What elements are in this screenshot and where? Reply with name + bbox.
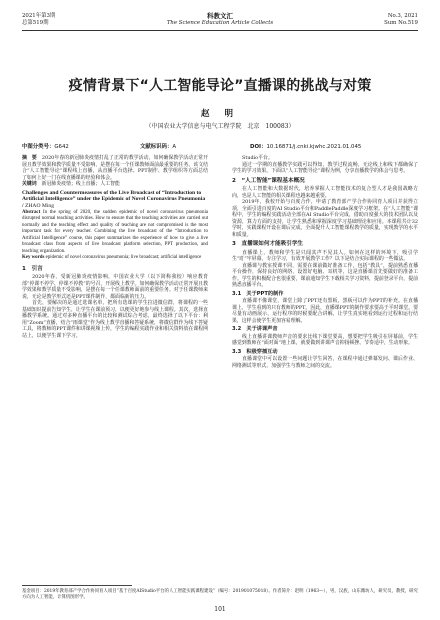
clc-number <box>22 142 69 150</box>
header-rule <box>22 30 418 31</box>
left-column <box>22 155 208 339</box>
body-paragraph: 首先，要解决的是通过选课名单，把所有选课的学生拉进微信群，将课程的一些基础知识提前告知学生，让学生在课前预习，以便更好地参与线上课程。其次，选择直播教学系统。通过对多种直播平台的比较和测试综合考虑，最终选择了以下平台：利用“Zoom”直播，结合“雨课堂”作为线上教学直播和答疑系统，将微信群作为线下答疑工具，将教师的PPT课件和讲课视频上传，学生的编程实践作业和相关资料放在课程网站上，以便学生课下学习。 <box>22 300 208 339</box>
body-paragraph: 通过一学期的直播教学实践可以得知，教学过程流畅，无论线上和线下都确保了学生的学习效果。下面以“人工智能导论”课程为例，分享直播教学的体会与思考。 <box>232 161 418 174</box>
body-paragraph: Studio平台。 <box>242 155 273 161</box>
abstract-en <box>22 210 208 256</box>
abstract-cn-text: 2020年春的新冠肺炎疫情打乱了正常的教学活动，如何确保教学活动正常开展且教学效果和教学质量不受影响，是摆在每一个任课教师面前最重要的任务。该文结合“人工智能导论”课程线上直播，从直播平台选择、PPT制作、教学组织等方面总结了如何上好一门在线直播课的经验和体会。 <box>22 155 208 181</box>
clc-value: G642 <box>54 144 69 150</box>
doi-label: DOI： <box>250 144 267 150</box>
section-heading: 3.1 关于PPT的制作 <box>232 290 284 297</box>
paper-title: 疫情背景下“人工智能导论”直播课的挑战与对策 <box>68 78 372 94</box>
doc-code <box>140 142 176 150</box>
author-name: 赵 明 <box>201 109 239 119</box>
abstract-cn <box>22 155 208 181</box>
right-body <box>232 155 418 369</box>
keywords-en <box>22 255 208 262</box>
body-paragraph: 直播课上，教师和学生是只闻其声不见其人。如何在这样的环境下，吸引学生“盯”牢屏幕，专注学习，有效开展教学工作？以下是结合实际课程的一些做法。 <box>232 249 418 262</box>
keywords-en-label: Key words <box>22 255 45 261</box>
section-heading: 2 “人工智能”课程基本概况 <box>232 177 305 184</box>
issue-cn: 2021年第3期 <box>22 13 56 19</box>
abstract-cn-label: 摘 要 <box>22 155 37 161</box>
body-paragraph: 2019年，我校开始与百度合作，申请了教育部产学合作协同育人项目并获得立项，全面引进百度的AI Studio平台和PaddlePaddle深度学习框架。在“人工智能”课程中，学生的编程实践活动全部在AI Studio平台完成，借助百度强大的技术团队以及资源，算力方面的支持，让学生熟悉和掌握深度学习基础理论和应用。本课程共计32学时，实践课程开设在课后完成，全面提升人工智能课程教学的质量，实现教学的水平和质量。 <box>232 199 418 238</box>
body-paragraph: 线上直播讲课教师声音的要求比线下课堂要高，想要把学生吸引在屏幕前，学生感觉到教师在“面对面”地上课，就要做到讲课声音抑扬顿挫、节奏适中，生动形象。 <box>232 333 418 346</box>
doc-label: 文献标识码： <box>140 144 173 150</box>
body-paragraph: 直播课与教室授课不同，需要在课前做好准备工作，包括“教具”，提前熟悉直播平台操作，保持良好的网络，设置好电脑、耳机等，这是直播课首先要做好的准备工作。学生的积极配合也很重要，课前通知学生下载相关学习资料，提前登录平台，提前熟悉直播平台。 <box>232 262 418 288</box>
abstract-en-text: In the spring of 2020, the sudden epidemic of novel coronavirus pneumonia disrupted normal teaching activities. How to ensure that the teaching activities are carried out normally and the teaching effect and quality of teaching are not compromised is the most important task for every teacher. Combining the live broadcast of the “Introduction to Artificial Intelligence” course, this paper summarizes the experience of how to give a live broadcast class from aspects of live broadcast platform selection, PPT production, and teaching organization. <box>22 209 208 254</box>
header-journal <box>0 13 440 26</box>
english-title-text: Challenges and Countermeasures of the Live Broadcast of “Introduction to Artificial Intelligence” under the Epidemic of Novel Coronavirus Pneumonia <box>22 189 206 203</box>
body-paragraph: 2020年春，受新冠肺炎疫情影响，中国农业大学（以下简称我校）响应教育部“停课不停学、停课不停教”的号召，开展线上教学。如何确保教学活动正常开展且教学效果和教学质量不受影响，是摆在每一个任课教师面前的重要任务。对于任课教师来说，无论是教学形式还是PPT课件制作，都面临新的压力。 <box>22 274 208 300</box>
author-affiliation: （中国农业大学信息与电气工程学院 北京 100083） <box>145 123 295 130</box>
section-heading: 3.2 关于讲课声音 <box>232 326 278 332</box>
doi-value: 10.16871/j.cnki.kjwhc.2021.01.045 <box>266 144 362 150</box>
body-paragraph: 直播课堂中可以设置一些问题让学生回答，在课程中通过弹幕发问、课后作业、网络测试等形式，加强学生与教师之间的交流。 <box>232 356 418 369</box>
journal-en: The Science Education Article Collects <box>166 19 274 26</box>
issue-en: No.3, 2021 <box>387 13 418 19</box>
header-issue-right <box>384 13 418 26</box>
keywords-cn <box>22 181 208 188</box>
body-paragraph: 直播课不像课堂，课堂上除了PPT还有黑板，黑板可以作为PPT的补充。在直播课上，学生看到的只有教师的PPT。因此，直播课PPT的制作要求要高于平时课堂。要尽量有动画展示，运行程序的时候要配合讲解，让学生真实地看到运行过程和运行结果，这样会使学生更加容易理解。 <box>232 298 418 324</box>
page-number: 101 <box>214 606 226 613</box>
footnote-rule <box>22 585 132 586</box>
left-body <box>22 266 208 340</box>
section-heading: 1 引言 <box>22 265 43 272</box>
abstract-en-label: Abstract <box>22 209 41 215</box>
section-heading: 3.3 积极穿插互动 <box>232 348 278 355</box>
body-paragraph: 在人工智能和大数据时代，培养掌握人工智能技术的复合型人才是我国战略方向，也是人工智能的相关课程也越来越重要。 <box>232 186 418 199</box>
english-author: ZHAO Ming <box>24 203 55 210</box>
keywords-cn-label: 关键词 <box>22 181 37 187</box>
clc-label: 中图分类号： <box>22 144 55 150</box>
keywords-cn-text: 新冠肺炎疫情；线上直播；人工智能 <box>41 181 120 187</box>
total-cn: 总第519期 <box>22 19 49 26</box>
doi <box>250 142 361 150</box>
doc-value: A <box>172 144 177 150</box>
english-title: Challenges and Countermeasures of the Live Broadcast of “Introduction to Artificial Intelligence” under the Epidemic of Novel Coronavirus Pneumonia / ZHAO Ming <box>22 189 206 210</box>
journal-cn: 科教文汇 <box>207 12 233 20</box>
footnote: 基金项目：2019年教育部产学合作协同育人项目“基于百度AIStudio平台的人工智能实践课程建设”（编号：201901075018）。作者简介：赵明（1963—），男，汉族，山东潍坊人，研究员，教授，研究方向为人工智能，计算机图形学。 <box>22 589 418 600</box>
section-heading: 3 直播课如何才能吸引学生 <box>232 241 304 247</box>
keywords-en-text: epidemic of novel coronavirus pneumonia; live broadcast; artificial intelligence <box>45 255 202 261</box>
total-en: Sum No.519 <box>384 19 418 26</box>
right-column <box>232 155 418 369</box>
